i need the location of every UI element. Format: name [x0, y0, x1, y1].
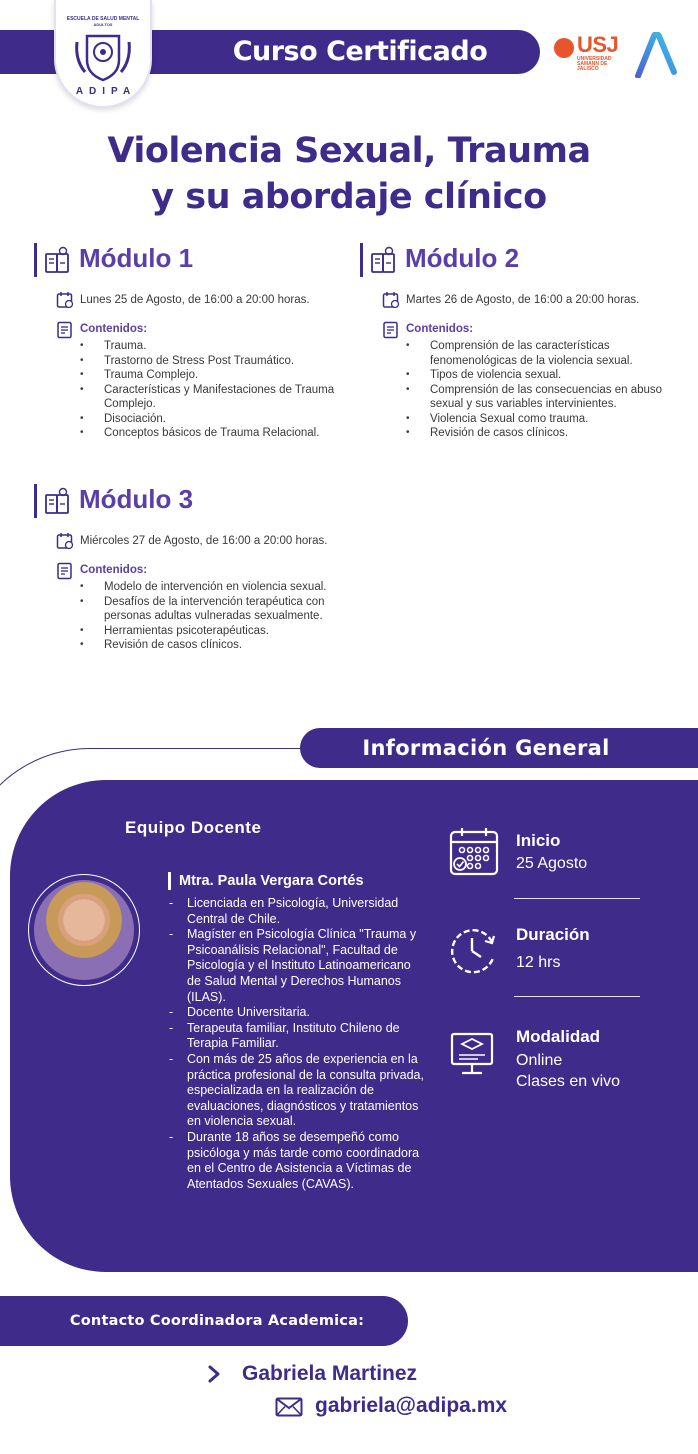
document-icon: [382, 321, 400, 339]
list-item: - Magíster en Psicología Clínica "Trauma y Psicoanálisis Relacional", Facultad de Psicología y el Instituto Latinoamericano de Salud Mental y Derechos Humanos (ILAS).: [166, 927, 428, 1005]
list-item: - Terapeuta familiar, Instituto Chileno de Terapia Familiar.: [166, 1021, 428, 1052]
module-header: [34, 243, 354, 277]
list-item: - Durante 18 años se desempeñó como psicóloga y más tarde como coordinadora en el Centro de Asistencia a Víctimas de Atentados Sexuales (CAVAS).: [166, 1130, 428, 1192]
module-date: Miércoles 27 de Agosto, de 16:00 a 20:00 horas.: [80, 535, 328, 547]
divider: [514, 996, 640, 997]
list-item: • Trastorno de Stress Post Traumático.: [80, 354, 340, 369]
contents-list: [80, 580, 344, 653]
stat-label: Duración: [516, 925, 590, 944]
module-3: [34, 484, 354, 653]
book-idea-icon: [43, 245, 73, 275]
module-title: Módulo 3: [79, 484, 194, 514]
list-item: • Trauma Complejo.: [80, 368, 340, 383]
module-date-row: [34, 532, 354, 552]
usj-emblem-icon: [554, 38, 574, 58]
list-item: • Trauma.: [80, 339, 340, 354]
calendar-clock-icon: [56, 532, 74, 550]
list-item: • Conceptos básicos de Trauma Relacional.: [80, 426, 340, 441]
adipa-logo-school-text: ESCUELA DE SALUD MENTAL: [66, 16, 140, 22]
module-2: [360, 243, 694, 441]
course-type-title: Curso Certificado: [232, 36, 488, 67]
calendar-clock-icon: [382, 291, 400, 309]
list-item: • Violencia Sexual como trauma.: [406, 412, 682, 427]
list-item: - Licenciada en Psicología, Universidad Central de Chile.: [166, 896, 428, 927]
adipa-logo: [54, 0, 152, 108]
calendar-clock-icon: [56, 291, 74, 309]
contents-list: [406, 339, 682, 441]
document-icon: [56, 321, 74, 339]
module-contents: [34, 321, 354, 441]
list-item: • Características y Manifestaciones de Trauma Complejo.: [80, 383, 340, 412]
contents-label: Contenidos:: [406, 323, 474, 335]
a-brand-logo-icon: [634, 32, 678, 78]
module-contents: [34, 562, 354, 653]
module-header: [34, 484, 354, 518]
list-item: • Comprensión de las consecuencias en abuso sexual y sus variables intervinientes.: [406, 383, 682, 412]
list-item: • Disociación.: [80, 412, 340, 427]
mail-icon: [275, 1397, 303, 1417]
adipa-logo-sub-text: ADULTOS: [93, 22, 113, 27]
module-date-row: [34, 291, 354, 311]
list-item: • Revisión de casos clínicos.: [406, 426, 682, 441]
module-date: Lunes 25 de Agosto, de 16:00 a 20:00 horas.: [80, 294, 310, 306]
list-item: • Herramientas psicoterapéuticas.: [80, 624, 344, 639]
adipa-logo-word: ADIPA: [75, 86, 137, 97]
stat-value: 25 Agosto: [516, 855, 588, 872]
book-idea-icon: [369, 245, 399, 275]
teacher-bio-list: [166, 896, 428, 1192]
list-item: • Revisión de casos clínicos.: [80, 638, 344, 653]
module-date: Martes 26 de Agosto, de 16:00 a 20:00 horas.: [406, 294, 640, 306]
chevron-right-icon: [205, 1364, 223, 1384]
module-1: [34, 243, 354, 441]
module-date-row: [360, 291, 694, 311]
calendar-icon: [448, 826, 500, 878]
team-label: Equipo Docente: [125, 818, 262, 837]
list-item: - Docente Universitaria.: [166, 1005, 428, 1021]
list-item: - Con más de 25 años de experiencia en la práctica profesional de la consulta privada, especializada en la realización de evaluaciones, diagnósticos y tratamientos en violencia sexual.: [166, 1052, 428, 1130]
contact-name: Gabriela Martinez: [242, 1362, 418, 1385]
list-item: • Comprensión de las características fenomenológicas de la violencia sexual.: [406, 339, 682, 368]
contents-list: [80, 339, 340, 441]
teacher-name: Mtra. Paula Vergara Cortés: [168, 872, 364, 890]
course-title-line-2: y su abordaje clínico: [151, 177, 547, 217]
book-idea-icon: [43, 486, 73, 516]
online-class-icon: [448, 1026, 500, 1078]
clock-icon: [448, 924, 500, 976]
info-title: Información General: [362, 736, 610, 760]
divider: [514, 898, 640, 899]
stat-label: Inicio: [516, 831, 561, 850]
contact-email-link[interactable]: gabriela@adipa.mx: [315, 1394, 508, 1417]
usj-logo-subtext: UNIVERSIDAD SAMANN DE JALISCO: [577, 56, 612, 72]
list-item: • Desafíos de la intervención terapéutica con personas adultas vulneradas sexualmente.: [80, 595, 344, 624]
contents-label: Contenidos:: [80, 564, 148, 576]
stat-value: Online Clases en vivo: [516, 1052, 621, 1090]
avatar: [34, 880, 134, 980]
course-title: [0, 128, 698, 220]
usj-logo-word: USJ: [577, 32, 619, 57]
head-shield-icon: [73, 30, 133, 82]
usj-logo: [554, 34, 629, 74]
module-title: Módulo 1: [79, 243, 194, 273]
list-item: • Modelo de intervención en violencia sexual.: [80, 580, 344, 595]
document-icon: [56, 562, 74, 580]
stat-label: Modalidad: [516, 1027, 601, 1046]
contents-label: Contenidos:: [80, 323, 148, 335]
stat-value: 12 hrs: [516, 954, 561, 971]
module-title: Módulo 2: [405, 243, 520, 273]
list-item: • Tipos de violencia sexual.: [406, 368, 682, 383]
contact-title: Contacto Coordinadora Academica:: [69, 1313, 365, 1329]
course-title-line-1: Violencia Sexual, Trauma: [107, 131, 591, 171]
module-contents: [360, 321, 694, 441]
module-header: [360, 243, 694, 277]
